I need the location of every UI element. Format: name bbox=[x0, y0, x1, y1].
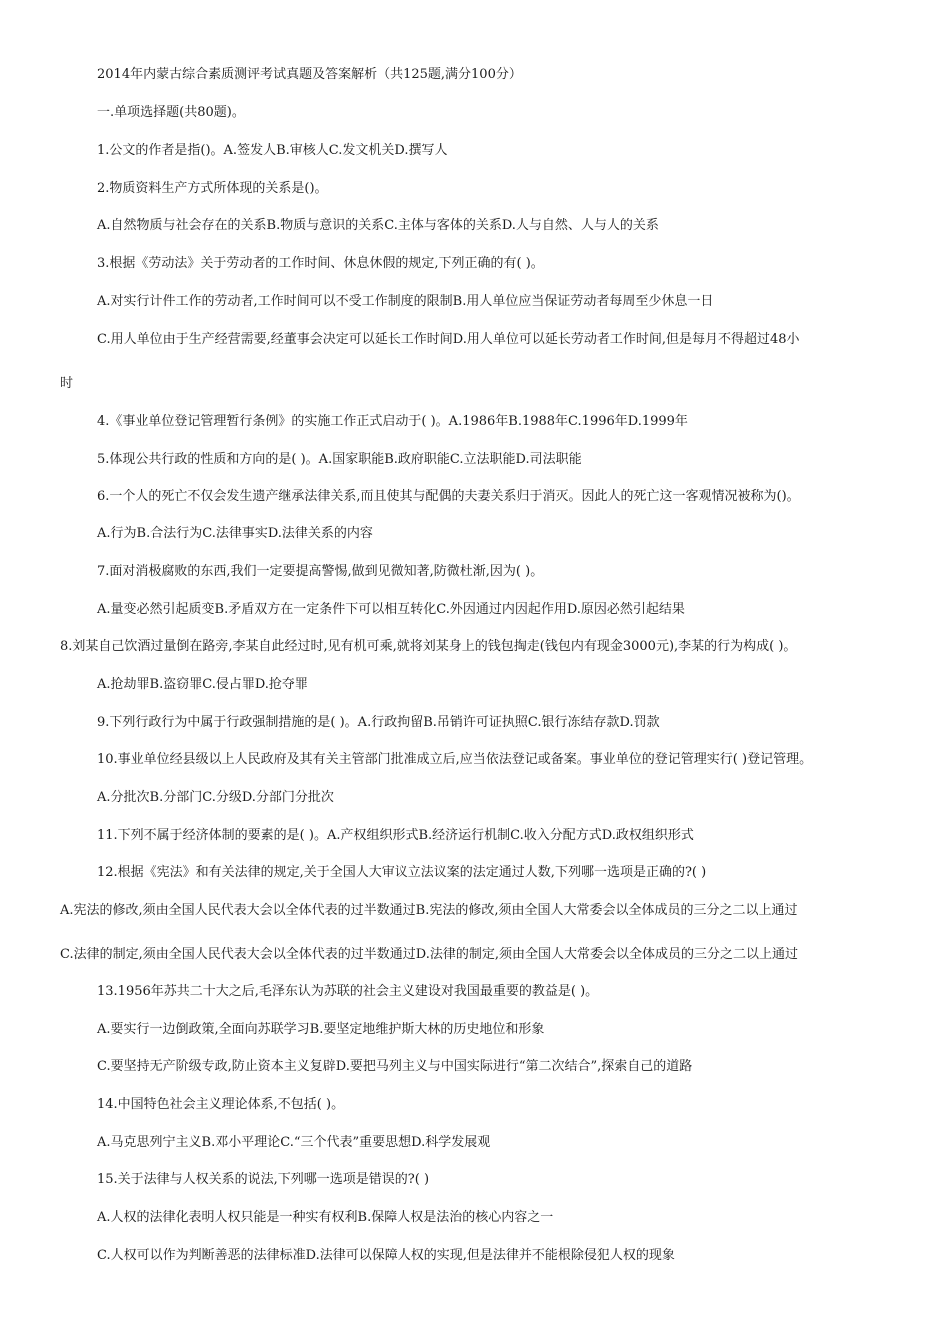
option-line: A.对实行计件工作的劳动者,工作时间可以不受工作制度的限制B.用人单位应当保证劳动者每周至少休息一日 bbox=[97, 294, 714, 309]
question-line: 9.下列行政行为中属于行政强制措施的是( )。A.行政拘留B.吊销许可证执照C.银行冻结存款D.罚款 bbox=[97, 715, 660, 730]
option-line: A.分批次B.分部门C.分级D.分部门分批次 bbox=[97, 790, 334, 805]
question-line: 11.下列不属于经济体制的要素的是( )。A.产权组织形式B.经济运行机制C.收入分配方式D.政权组织形式 bbox=[97, 828, 694, 843]
option-line: A.人权的法律化表明人权只能是一种实有权利B.保障人权是法治的核心内容之一 bbox=[97, 1210, 554, 1225]
question-line: 8.刘某自己饮酒过量倒在路旁,李某自此经过时,见有机可乘,就将刘某身上的钱包掏走(钱包内有现金3000元),李某的行为构成( )。 bbox=[60, 639, 797, 654]
question-line: 14.中国特色社会主义理论体系,不包括( )。 bbox=[97, 1097, 345, 1112]
option-line: A.宪法的修改,须由全国人民代表大会以全体代表的过半数通过B.宪法的修改,须由全国人大常委会以全体成员的三分之二以上通过 bbox=[60, 903, 798, 918]
option-line: C.法律的制定,须由全国人民代表大会以全体代表的过半数通过D.法律的制定,须由全国人大常委会以全体成员的三分之二以上通过 bbox=[60, 947, 798, 962]
document-title: 2014年内蒙古综合素质测评考试真题及答案解析（共125题,满分100分） bbox=[97, 67, 522, 82]
option-line: A.量变必然引起质变B.矛盾双方在一定条件下可以相互转化C.外因通过内因起作用D.原因必然引起结果 bbox=[97, 602, 685, 617]
question-line: 1.公文的作者是指()。A.签发人B.审核人C.发文机关D.撰写人 bbox=[97, 143, 448, 158]
option-line: A.行为B.合法行为C.法律事实D.法律关系的内容 bbox=[97, 526, 373, 541]
option-line-wrap: 时 bbox=[60, 376, 74, 391]
section-heading: 一.单项选择题(共80题)。 bbox=[97, 105, 245, 120]
question-line: 2.物质资料生产方式所体现的关系是()。 bbox=[97, 181, 328, 196]
question-line: 13.1956年苏共二十大之后,毛泽东认为苏联的社会主义建设对我国最重要的教益是( )。 bbox=[97, 984, 599, 999]
question-line: 10.事业单位经县级以上人民政府及其有关主管部门批准成立后,应当依法登记或备案。事业单位的登记管理实行( )登记管理。 bbox=[97, 752, 813, 767]
question-line: 5.体现公共行政的性质和方向的是( )。A.国家职能B.政府职能C.立法职能D.司法职能 bbox=[97, 452, 582, 467]
question-line: 6.一个人的死亡不仅会发生遗产继承法律关系,而且使其与配偶的夫妻关系归于消灭。因此人的死亡这一客观情况被称为()。 bbox=[97, 489, 800, 504]
option-line: A.要实行一边倒政策,全面向苏联学习B.要坚定地维护斯大林的历史地位和形象 bbox=[97, 1022, 545, 1037]
question-line: 12.根据《宪法》和有关法律的规定,关于全国人大审议立法议案的法定通过人数,下列哪一选项是正确的?( ) bbox=[97, 865, 707, 880]
question-line: 3.根据《劳动法》关于劳动者的工作时间、休息休假的规定,下列正确的有( )。 bbox=[97, 256, 544, 271]
option-line: A.马克思列宁主义B.邓小平理论C.“三个代表”重要思想D.科学发展观 bbox=[97, 1135, 491, 1150]
option-line: C.用人单位由于生产经营需要,经董事会决定可以延长工作时间D.用人单位可以延长劳动者工作时间,但是每月不得超过48小 bbox=[97, 332, 800, 347]
option-line: C.人权可以作为判断善恶的法律标准D.法律可以保障人权的实现,但是法律并不能根除侵犯人权的现象 bbox=[97, 1248, 675, 1263]
question-line: 4.《事业单位登记管理暂行条例》的实施工作正式启动于( )。A.1986年B.1988年C.1996年D.1999年 bbox=[97, 414, 688, 429]
option-line: A.抢劫罪B.盗窃罪C.侵占罪D.抢夺罪 bbox=[97, 677, 308, 692]
question-line: 15.关于法律与人权关系的说法,下列哪一选项是错误的?( ) bbox=[97, 1172, 430, 1187]
option-line: C.要坚持无产阶级专政,防止资本主义复辟D.要把马列主义与中国实际进行“第二次结合”,探索自己的道路 bbox=[97, 1059, 693, 1074]
option-line: A.自然物质与社会存在的关系B.物质与意识的关系C.主体与客体的关系D.人与自然、人与人的关系 bbox=[97, 218, 659, 233]
question-line: 7.面对消极腐败的东西,我们一定要提高警惕,做到见微知著,防微杜渐,因为( )。 bbox=[97, 564, 544, 579]
